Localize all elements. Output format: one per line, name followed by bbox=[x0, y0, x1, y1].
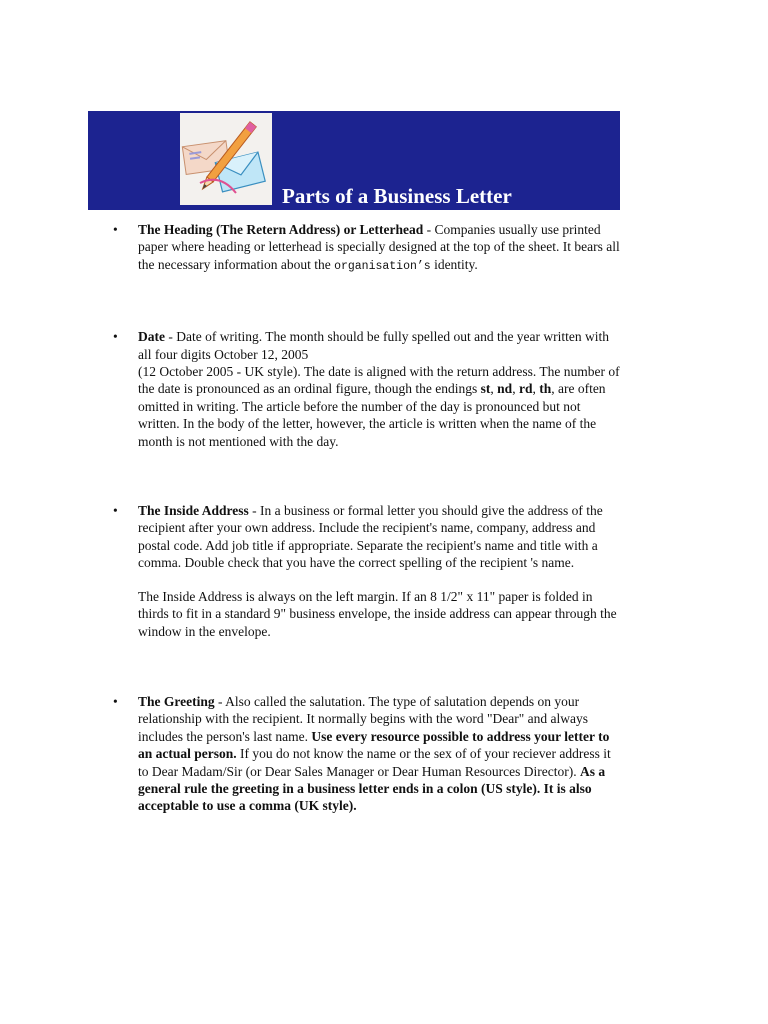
list-item-inside-address bbox=[113, 502, 623, 640]
page-title: Parts of a Business Letter bbox=[282, 184, 512, 208]
greeting-paragraph: The Greeting - Also called the salutation. The type of salutation depends on your relationship with the recipient. It normally begins with the word "Dear" and always includes the person's last name. Use every resource possible to address your letter to an actual person. If you do not know the name or the sex of of your reciever address it to Dear Madam/Sir (or Dear Sales Manager or Dear Human Resources Director). As a general rule the greeting in a business letter ends in a colon (US style). It is also acceptable to use a comma (UK style). bbox=[138, 693, 611, 814]
date-term: Date bbox=[138, 329, 165, 345]
inside-address-paragraph: The Inside Address - In a business or formal letter you should give the address of the recipient after your own address. Include the recipient's name, company, address and postal code. Add job title if appropriate. Separate the recipient's name and title with a comma. Double check that you have the correct spelling of the recipient 's name. bbox=[138, 503, 603, 571]
bullet: • bbox=[113, 329, 118, 345]
bullet: • bbox=[113, 503, 118, 519]
letter-parts-list bbox=[113, 221, 623, 815]
envelope-pencil-icon bbox=[180, 113, 272, 205]
list-item-date bbox=[113, 328, 623, 450]
bullet: • bbox=[113, 222, 118, 237]
title-banner bbox=[88, 111, 620, 210]
list-item-heading bbox=[113, 221, 623, 275]
date-paragraph: Date - Date of writing. The month should be fully spelled out and the year written with all four digits October 12, 2005 (12 October 2005 - UK style). The date is aligned with the return address. The number of the date is pronounced as an ordinal figure, though the endings st, nd, rd, th, are often omitted in writing. The article before the number of the day is pronounced but not written. In the body of the letter, however, the article is written when the name of the month is not mentioned with the day. bbox=[138, 329, 620, 449]
heading-paragraph: The Heading (The Retern Address) or Letterhead - Companies usually use printed paper where heading or letterhead is specially designed at the top of the sheet. It bears all the necessary information about the organisation’s identity. bbox=[138, 222, 620, 273]
heading-text: Companies usually use printed paper where heading or letterhead is specially designed at the top of the sheet. It bears all the necessary information about the bbox=[138, 222, 620, 272]
bullet: • bbox=[113, 693, 118, 709]
inside-address-paragraph-2: The Inside Address is always on the left margin. If an 8 1/2" x 11" paper is folded in thirds to fit in a standard 9" business envelope, the inside address can appear through the window in the envelope. bbox=[138, 588, 617, 639]
organisation-word: organisation’s bbox=[334, 259, 431, 273]
greeting-term: The Greeting bbox=[138, 693, 215, 709]
inside-address-term: The Inside Address bbox=[138, 503, 249, 519]
heading-term: The Heading (The Retern Address) or Letterhead bbox=[138, 222, 424, 237]
list-item-greeting bbox=[113, 693, 623, 815]
